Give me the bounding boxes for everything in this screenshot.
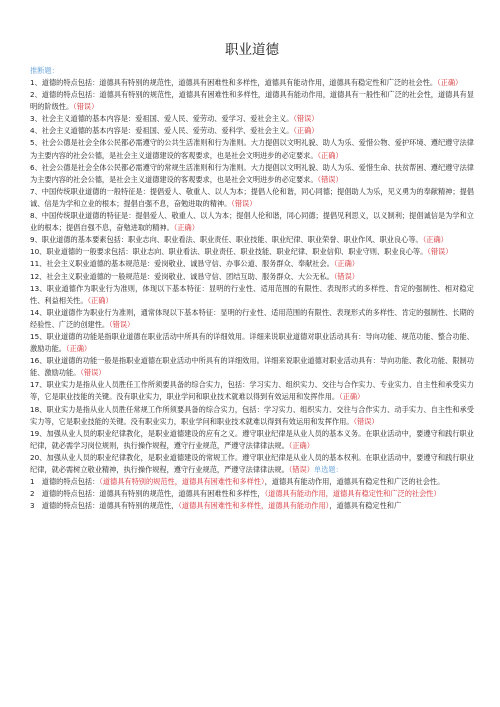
question-text: 16、职业道德的功能一般是指职业道德在职业活动中所具有的详细效用。详细来说职业道德对职业活动具有：导向功能、教化功能、限制功能、激励功能。 (30, 356, 474, 378)
answer-mark: （正确） (288, 440, 314, 450)
question-item (30, 113, 474, 125)
choice-answer: （道德具有困难性和多样性，道德具有能动作用） (178, 501, 330, 511)
question-text: 6、社会公德是社会全体公民都必需遵守的常规生活准则和行为准则。大力提倡以文明礼貌、助人为乐、爱惜生命、扶贫帮困、遵纪遵守法律为主要内容的社会公德，是社会主义道德建设的客观要求，也是社会文明进步的必定要求。 (30, 162, 474, 184)
answer-mark: （错误） (353, 416, 379, 426)
question-item (30, 404, 474, 428)
answer-mark: （错误） (80, 368, 106, 378)
choice-item (30, 500, 474, 512)
page-title: 职业道德 (225, 42, 279, 58)
question-item (30, 89, 474, 113)
question-item (30, 452, 474, 476)
question-text: 7、中国传统职业道德的一般特征是：提倡爱人、敬重人、以人为本；提倡人伦和谐，同心同德；提倡助人为乐，见义勇为的奉献精神；提倡诚、信是为学和立业的根本；提倡自强不息，奋勉进取的精神。 (30, 186, 474, 208)
question-item (30, 77, 474, 89)
question-text: 9、职业道德的基本要素包括：职业志向、职业看法、职业责任、职业技能、职业纪律、职业荣誉、职业作风、职业良心等。 (30, 235, 423, 245)
answer-mark: （正确） (422, 235, 448, 245)
answer-mark: （正确） (333, 259, 359, 269)
section-label-single-choice: 单选题： (313, 465, 343, 474)
question-item (30, 379, 474, 403)
choice-item (30, 488, 474, 500)
answer-mark: （正确） (65, 344, 92, 354)
answer-mark: （正确） (437, 78, 463, 87)
question-list (30, 77, 474, 476)
question-item (30, 331, 474, 355)
question-item (30, 210, 474, 234)
choice-item (30, 476, 474, 488)
question-text: 17、职业实力是指从业人员胜任工作所须要具备的综合实力，包括：学习实力、组织实力、交往与合作实力、专业实力、自主性和承受实力等，它是职业技能的关键。没有职业实力，职业学问和职业技术就难以得到有效运用和发挥作用。 (30, 380, 474, 402)
question-item (30, 355, 474, 379)
question-text: 11、社会主义职业道德的基本规范是：爱岗敬业、诚恳守信、办事公道、服务群众、奉献社会。 (30, 259, 334, 269)
question-item (30, 186, 474, 210)
question-text: 19、加强从业人员的职业纪律教化，是职业道德建设的应有之义。遵守职业纪律是从业人员的基本义务。在职业活动中，要遵守和践行职业纪律，就必需学习岗位规则，执行操作规程，遵守行业规范，严遵守法律律法规。 (30, 428, 474, 450)
choice-suffix: ，道德具有稳定性和广 (329, 501, 402, 511)
answer-mark: （错误） (333, 271, 359, 281)
answer-mark: （正确） (173, 223, 199, 233)
choice-prefix: 2 道德的特点包括：道德具有特别的规范性，道德具有困难性和多样性， (30, 489, 265, 499)
answer-mark: （正确） (317, 150, 343, 160)
answer-mark: （错误） (427, 247, 453, 257)
question-text: 15、职业道德的功能是指职业道德在职业活动中所具有的详细效用。详细来说职业道德对职业活动具有：导向功能、规范功能、整合功能、激励功能。 (30, 331, 474, 354)
question-text: 10、职业道德的一般要求包括：职业志向、职业看法、职业责任、职业技能、职业纪律、职业信仰、职业守则、职业良心等。 (30, 247, 428, 257)
question-item (30, 125, 474, 137)
question-item (30, 234, 474, 246)
question-item (30, 307, 474, 331)
answer-mark: （正确） (339, 392, 365, 402)
choice-prefix: 1 道德的特点包括： (30, 477, 100, 487)
question-item (30, 162, 474, 186)
question-item (30, 283, 474, 307)
question-text: 18、职业实力是指从业人员胜任常规工作所须要具备的综合实力，包括：学习实力、组织实力、交往与合作实力、动手实力、自主性和承受实力等，它是职业技能的关键。没有职业实力，职业学问和职业技术就难以得到有效运用和发挥作用。 (30, 404, 474, 426)
choice-prefix: 3 道德的特点包括：道德具有特别的规范性， (30, 501, 179, 511)
question-text: 1、道德的特点包括：道德具有特别的规范性，道德具有困难性和多样性，道德具有能动作用，道德具有稳定性和广泛的社会性。 (30, 78, 438, 87)
question-item (30, 246, 474, 258)
question-text: 20、加强从业人员的职业纪律教化，是职业道德建设的常规工作。遵守职业纪律是从业人员的基本权利。在职业活动中，要遵守和践行职业纪律，就必需树立敬业精神，执行操作规程，遵守行业规范，严遵守法律律法规。 (30, 452, 474, 474)
question-item (30, 137, 474, 161)
section-label-judgement: 推断题： (30, 66, 59, 75)
question-text: 13、职业道德作为职业行为准则，体现以下基本特征：显明的行业性、适用范围的有限性、表现形式的多样性、肯定的强制性、相对稳定性、利益相关性。 (30, 283, 474, 305)
question-item (30, 428, 474, 452)
question-text: 4、社会主义道德的基本内容是：爱祖国、爱人民、爱劳动、爱科学、爱社会主义。 (30, 126, 294, 136)
answer-mark: （错误） (317, 174, 343, 184)
answer-mark: （错误） (288, 465, 314, 474)
answer-mark: （错误） (293, 114, 319, 124)
question-item (30, 258, 474, 270)
question-text: 3、社会主义道德的基本内容是：爱祖国、爱人民、爱劳动、爱学习、爱社会主义。 (30, 114, 294, 124)
question-text: 2、道德的特点包括：道德具有特别的规范性，道德具有困难性和多样性，道德具有能动作用，道德具有一般性和广泛的社会性，道德具有显明的阶级性。 (30, 90, 474, 112)
answer-mark: （正确） (293, 126, 319, 136)
question-text: 5、社会公德是社会全体公民都必需遵守的公共生活准则和行为准则。大力提倡以文明礼貌、助人为乐、爱惜公物、爱护环境、遵纪遵守法律为主要内容的社会公德，是社会主义道德建设的客观要求，也是社会文明进步的必定要求。 (30, 138, 474, 160)
question-text: 14、职业道德作为职业行为准则，通常体现以下基本特征：显明的行业性、适用范围的有限性、表现形式的多样性、肯定的强制性、长期的经验性、广泛的创建性。 (30, 307, 474, 329)
choice-question-list (30, 476, 474, 512)
question-text: 12、社会主义职业道德的一般规范是：爱岗敬业、诚恳守信、团结互助、服务群众、大公无私。 (30, 271, 334, 281)
choice-answer: （道德具有能动作用，道德具有稳定性和广泛的社会性） (264, 489, 441, 499)
answer-mark: （正确） (87, 295, 113, 305)
answer-mark: （错误） (231, 198, 257, 208)
answer-mark: （错误） (73, 102, 99, 112)
answer-mark: （错误） (109, 319, 135, 329)
choice-answer: （道德具有特别的规范性，道德具有困难性和多样性） (99, 477, 265, 487)
choice-suffix: ，道德具有能动作用，道德具有稳定性和广泛的社会性。 (264, 477, 445, 487)
question-item (30, 271, 474, 283)
question-text: 8、中国传统职业道德的特征是：提倡爱人、敬重人、以人为本；提倡人伦和谐，同心同德；提倡见利思义，以义制利；提倡诚信是为学和立业的根本；提倡自强不息，奋勉进取的精神。 (30, 211, 474, 233)
